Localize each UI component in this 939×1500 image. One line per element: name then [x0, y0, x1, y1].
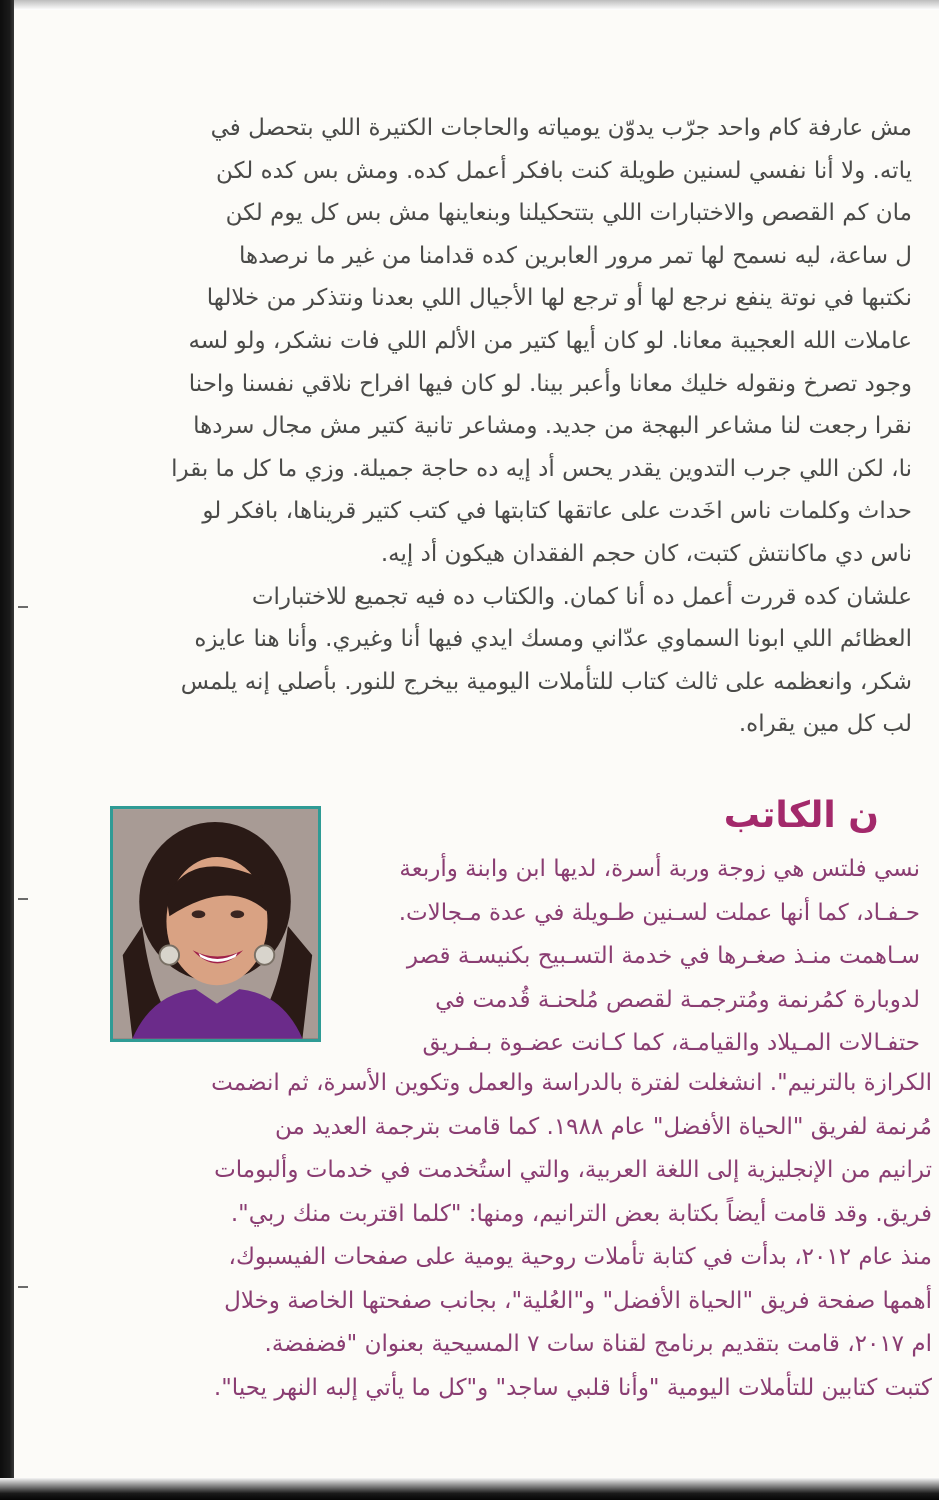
- intro-line: مش عارفة كام واحد جرّب يدوّن يومياته والحاجات الكتيرة اللي بتحصل في: [210, 115, 912, 141]
- bio-line: أهمها صفحة فريق "الحياة الأفضل" و"العُلية"، بجانب صفحتها الخاصة وخلال: [224, 1287, 932, 1314]
- bio-line: حـفـاد، كما أنها عملت لسـنين طـويلة في عدة مـجالات.: [398, 899, 920, 926]
- bio-line: سـاهمت منـذ صغـرها في خدمة التسـبيح بكنيسـة قصر: [406, 943, 920, 969]
- author-bio-bottom: [112, 1062, 932, 1410]
- bio-line: ام ٢٠١٧، قامت بتقديم برنامج لقناة سات ٧ المسيحية بعنوان "فضفضة.: [264, 1331, 932, 1357]
- intro-line: عاملات الله العجيبة معانا. لو كان أيها كتير من الألم اللي فات نشكر، ولو لسه: [188, 327, 912, 354]
- intro-line: ل ساعة، ليه نسمح لها تمر مرور العابرين كده قدامنا من غير ما نرصدها: [238, 242, 912, 269]
- bio-line: كتبت كتابين للتأملات اليومية "وأنا قلبي ساجد" و"كل ما يأتي إلبه النهر يحيا".: [213, 1374, 932, 1401]
- margin-mark: [18, 606, 28, 608]
- page-bottom-edge: [0, 1478, 939, 1500]
- intro-line: ناس دي ماكانتش كتبت، كان حجم الفقدان هيكون أد إيه.: [380, 540, 912, 567]
- bio-line: الكرازة بالترنيم". انشغلت لفترة بالدراسة والعمل وتكوين الأسرة، ثم انضمت: [211, 1070, 932, 1096]
- bio-line: ترانيم من الإنجليزية إلى اللغة العربية، والتي استُخدمت في خدمات وألبومات: [214, 1157, 932, 1183]
- intro-line: وجود تصرخ ونقوله خليك معانا وأعبر بينا. لو كان فيها افراح نلاقي نفسنا واحنا: [188, 370, 912, 397]
- about-author-heading: ن الكاتب: [723, 795, 879, 836]
- bio-line: فريق. وقد قامت أيضاً بكتابة بعض الترانيم، ومنها: "كلما اقتربت منك ربي".: [230, 1200, 932, 1227]
- intro-line: لب كل مين يقراه.: [738, 711, 912, 738]
- bio-line: منذ عام ٢٠١٢، بدأت في كتابة تأملات روحية يومية على صفحات الفيسبوك،: [228, 1244, 932, 1270]
- margin-mark: [18, 1286, 28, 1288]
- intro-line: علشان كده قررت أعمل ده أنا كمان. والكتاب ده فيه تجميع للاختبارات: [251, 583, 912, 610]
- page-top-edge: [0, 0, 939, 10]
- intro-line: العظائم اللي ابونا السماوي عدّاني ومسك ايدي فيها أنا وغيري. وأنا هنا عايزه: [194, 626, 912, 653]
- bio-line: حتفـالات المـيلاد والقيامـة، كما كـانت عضـوة بـفـريق: [422, 1030, 920, 1056]
- intro-line: نقرا رجعت لنا مشاعر البهجة من جديد. ومشاعر تانية كتير مش مجال سردها: [193, 413, 912, 440]
- margin-mark: [18, 898, 28, 900]
- bio-line: نسي فلتس هي زوجة وربة أسرة، لديها ابن وابنة وأربعة: [399, 856, 920, 882]
- bio-line: مُرنمة لفريق "الحياة الأفضل" عام ١٩٨٨. كما قامت بترجمة العديد من: [275, 1113, 932, 1140]
- author-bio-top: [340, 848, 920, 1066]
- intro-line: نا، لكن اللي جرب التدوين يقدر يحس أد إيه ده حاجة جميلة. وزي ما كل ما بقرا: [171, 455, 912, 482]
- intro-line: شكر، وانعظمه على ثالث كتاب للتأملات اليومية بيخرج للنور. بأصلي إنه يلمس: [180, 668, 912, 695]
- intro-line: مان كم القصص والاختبارات اللي بتتحكيلنا وبنعاينها مش بس كل يوم لكن: [225, 200, 912, 227]
- book-binding-shadow: [0, 0, 14, 1500]
- bio-line: لدوبارة كمُرنمة ومُترجمـة لقصص مُلحنـة قُدمت في: [435, 986, 920, 1013]
- intro-line: نكتبها في نوتة ينفع نرجع لها أو ترجع لها الأجيال اللي بعدنا ونتذكر من خلالها: [206, 285, 912, 312]
- author-portrait-illustration: [113, 809, 318, 1039]
- intro-paragraph: [112, 107, 912, 746]
- author-photo: [110, 806, 321, 1042]
- intro-line: حداث وكلمات ناس اخَدت على عاتقها كتابتها في كتب كتير قريناها، بافكر لو: [202, 498, 912, 525]
- intro-line: ياته. ولا أنا نفسي لسنين طويلة كنت بافكر أعمل كده. ومش بس كده لكن: [216, 157, 912, 184]
